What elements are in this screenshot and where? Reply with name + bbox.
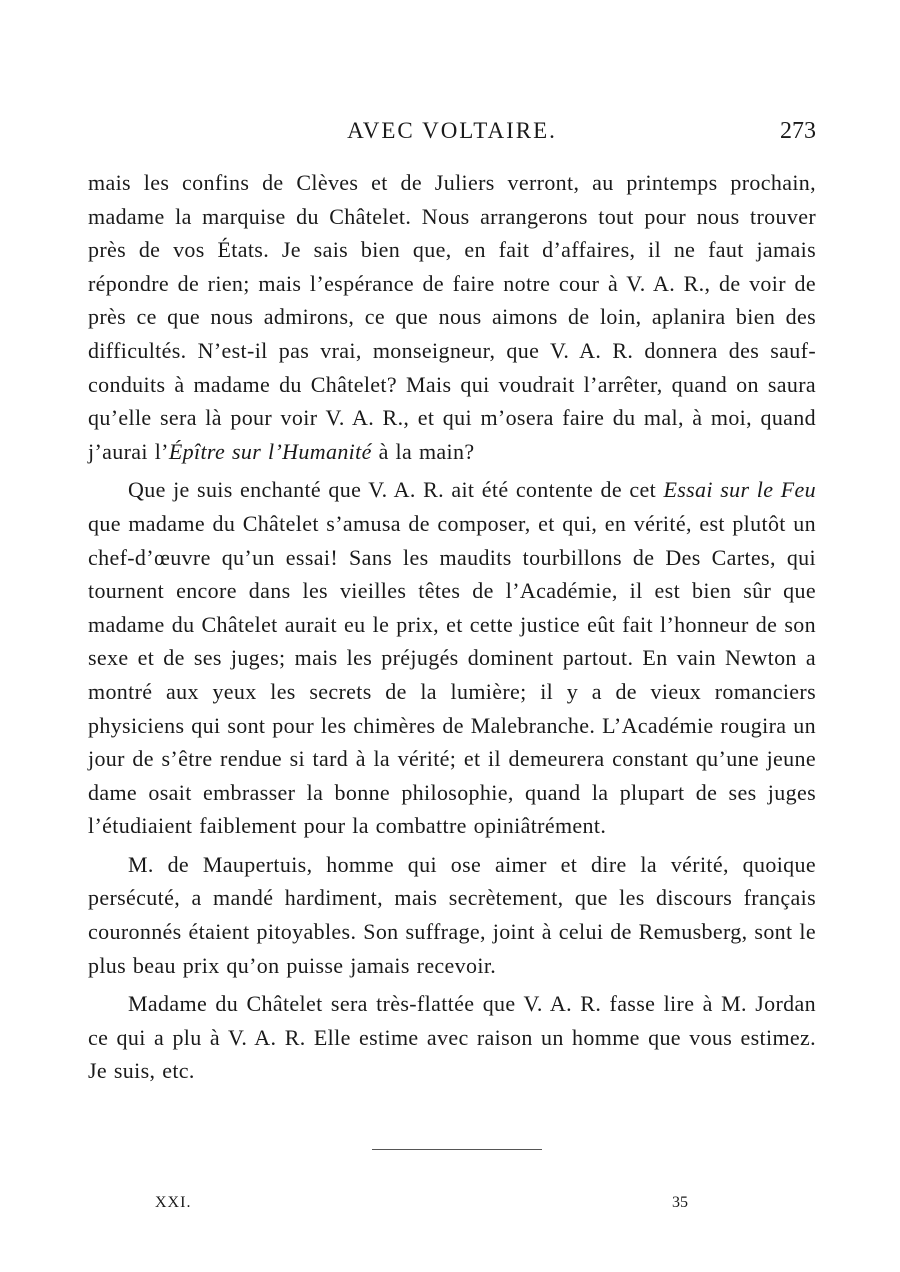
paragraph <box>88 848 816 982</box>
printer-signature-sheet: 35 <box>672 1194 688 1211</box>
page-number: 273 <box>780 118 816 144</box>
text-run: M. de Maupertuis, homme qui ose aimer et dire la vérité, quoique persécuté, a mandé hardiment, mais secrètement, que les discours français couronnés étaient pitoyables. Son suffrage, joint à celui de Remusberg, sont le plus beau prix qu’on puisse jamais recevoir. <box>88 851 816 978</box>
running-head: AVEC VOLTAIRE. <box>347 118 557 143</box>
italic-title: Épître sur l’Humanité <box>168 438 372 464</box>
body-text <box>88 166 816 1093</box>
page-header <box>88 118 816 154</box>
text-run: à la main? <box>371 438 475 464</box>
section-divider <box>372 1149 542 1150</box>
paragraph <box>88 987 816 1088</box>
text-run: mais les confins de Clèves et de Juliers verront, au printemps prochain, madame la marquise du Châtelet. Nous arrangerons tout pour nous trouver près de vos États. Je sais bien que, en fait d’affaires, il ne faut jamais répondre de rien; mais l’espérance de faire notre cour à V. A. R., de voir de près ce que nous admirons, ce que nous aimons de loin, aplanira bien des difficultés. N’est-il pas vrai, monseigneur, que V. A. R. donnera des sauf-conduits à madame du Châtelet? Mais qui voudrait l’arrêter, quand on saura qu’elle sera là pour voir V. A. R., et qui m’osera faire du mal, à moi, quand j’aurai l’ <box>88 170 816 464</box>
text-run: Que je suis enchanté que V. A. R. ait été contente de cet <box>128 477 664 503</box>
italic-title: Essai sur le Feu <box>663 477 816 503</box>
paragraph <box>88 473 816 843</box>
printer-signature-volume: XXI. <box>155 1194 192 1211</box>
text-run: Madame du Châtelet sera très-flattée que V. A. R. fasse lire à M. Jordan ce qui a plu à V. A. R. Elle estime avec raison un homme que vous estimez. Je suis, etc. <box>88 991 816 1084</box>
paragraph <box>88 166 816 468</box>
text-run: que madame du Châtelet s’amusa de composer, et qui, en vérité, est plutôt un chef-d’œuvre qu’un essai! Sans les maudits tourbillons de Des Cartes, qui tournent encore dans les vieilles têtes de l’Académie, il est bien sûr que madame du Châtelet aurait eu le prix, et cette justice eût fait l’honneur de son sexe et de ses juges; mais les préjugés dominent partout. En vain Newton a montré aux yeux les secrets de la lumière; il y a de vieux romanciers physiciens qui sont pour les chimères de Malebranche. L’Académie rougira un jour de s’être rendue si tard à la vérité; et il demeurera constant qu’une jeune dame osait embrasser la bonne philosophie, quand la plupart de ses juges l’étudiaient faiblement pour la combattre opiniâtrément. <box>88 510 816 839</box>
